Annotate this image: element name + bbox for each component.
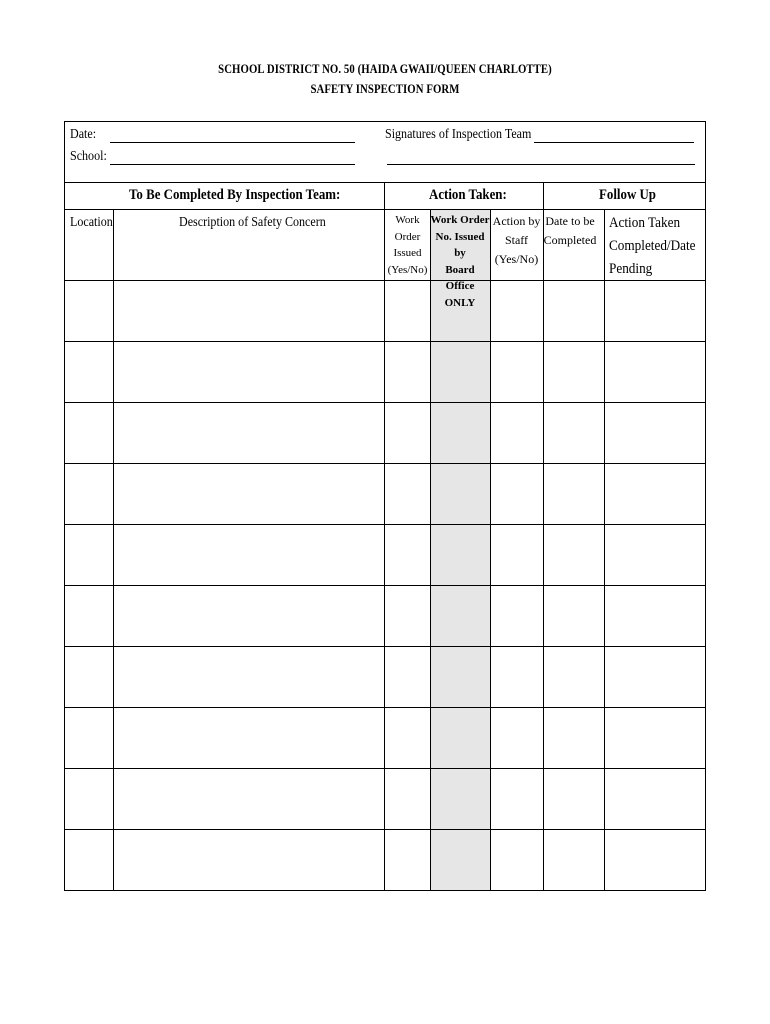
action-by-staff-header: Action by Staff (Yes/No)	[492, 214, 541, 266]
date-completed-header: Date to be Completed	[543, 214, 597, 247]
section-divider	[65, 182, 705, 183]
work-order-issued-header: Work Order Issued (Yes/No)	[387, 214, 428, 276]
date-field[interactable]	[110, 142, 355, 143]
row-divider	[65, 585, 705, 586]
action-by-staff-column-border	[543, 182, 544, 890]
inspection-team-header: To Be Completed By Inspection Team:	[129, 187, 341, 203]
school-field[interactable]	[110, 164, 355, 165]
row-divider	[65, 829, 705, 830]
board-office-shaded-column	[430, 210, 490, 890]
school-label: School:	[70, 149, 107, 164]
description-column-header: Description of Safety Concern	[179, 215, 326, 230]
row-divider	[65, 341, 705, 342]
row-divider	[65, 402, 705, 403]
row-divider	[65, 707, 705, 708]
form-district-title: SCHOOL DISTRICT NO. 50 (HAIDA GWAII/QUEEN CHARLOTTE)	[218, 62, 552, 76]
description-column-border	[384, 182, 385, 890]
row-divider	[65, 524, 705, 525]
column-header-divider	[65, 209, 705, 210]
date-label: Date:	[70, 127, 97, 142]
safety-inspection-form	[64, 121, 706, 891]
signature-field-1[interactable]	[534, 142, 694, 143]
work-order-no-column-border	[490, 209, 491, 890]
follow-up-header: Follow Up	[599, 187, 656, 203]
signature-field-2[interactable]	[387, 164, 695, 165]
location-column-header: Location	[70, 215, 113, 230]
date-completed-column-border	[604, 209, 605, 890]
work-order-issued-column-border	[430, 209, 431, 890]
row-divider	[65, 463, 705, 464]
row-divider	[65, 768, 705, 769]
location-column-border	[113, 209, 114, 890]
action-taken-header: Action Taken:	[429, 187, 507, 203]
form-title: SAFETY INSPECTION FORM	[310, 82, 460, 96]
work-order-no-header: Work Order No. Issued by Board Office ONLY	[430, 214, 490, 309]
action-taken-completed-header: Action Taken Completed/Date Pending	[609, 215, 696, 277]
row-divider	[65, 646, 705, 647]
signatures-label: Signatures of Inspection Team	[385, 127, 532, 142]
table-header-bottom	[65, 280, 705, 281]
